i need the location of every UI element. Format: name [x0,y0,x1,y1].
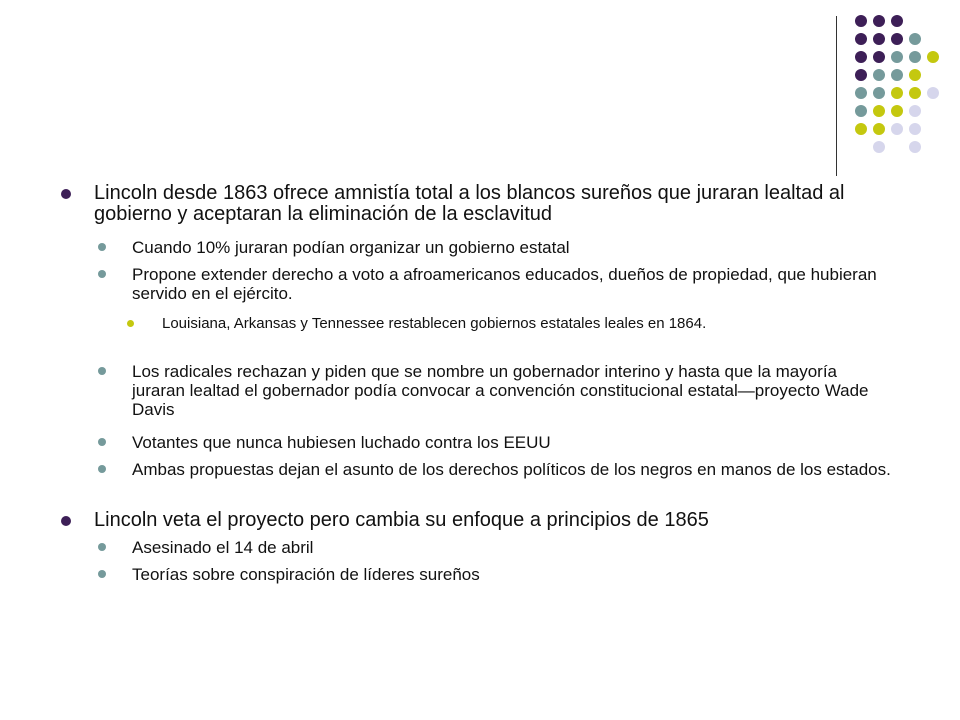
bullet-item-1 [94,183,884,225]
bullet-item-2-1 [132,538,892,557]
bullet-marker [61,189,71,199]
bullet-item-1-5 [132,460,892,479]
bullet-marker [98,367,106,375]
bullet-item-1-3 [132,362,892,419]
bullet-item-1-1 [132,238,892,257]
bullet-marker [98,465,106,473]
bullet-text: Lincoln desde 1863 ofrece amnistía total a los blancos sureños que juraran lealtad al gobierno y aceptaran la eliminación de la esclavitud [94,182,845,225]
bullet-text: Teorías sobre conspiración de líderes sureños [132,565,480,584]
bullet-text: Los radicales rechazan y piden que se nombre un gobernador interino y hasta que la mayoría juraran lealtad el gobernador podía convocar a convención constitucional estatal—proyecto Wade Davis [132,362,869,419]
bullet-text: Ambas propuestas dejan el asunto de los derechos políticos de los negros en manos de los estados. [132,460,891,479]
bullet-item-1-4 [132,433,892,452]
bullet-text: Asesinado el 14 de abril [132,538,314,557]
bullet-item-1-2 [132,265,892,303]
bullet-marker [127,320,134,327]
bullet-text: Lincoln veta el proyecto pero cambia su enfoque a principios de 1865 [94,509,709,531]
bullet-marker [98,438,106,446]
bullet-marker [98,543,106,551]
bullet-marker [98,243,106,251]
bullet-text: Louisiana, Arkansas y Tennessee restablecen gobiernos estatales leales en 1864. [162,315,707,332]
bullet-text: Votantes que nunca hubiesen luchado contra los EEUU [132,433,551,452]
bullet-marker [98,270,106,278]
bullet-marker [61,516,71,526]
bullet-marker [98,570,106,578]
bullet-text: Propone extender derecho a voto a afroamericanos educados, dueños de propiedad, que hubieran servido en el ejército. [132,265,877,303]
bullet-item-2 [94,510,884,531]
bullet-text: Cuando 10% juraran podían organizar un gobierno estatal [132,238,570,257]
bullet-item-1-2-1 [162,315,902,333]
bullet-item-2-2 [132,565,892,584]
